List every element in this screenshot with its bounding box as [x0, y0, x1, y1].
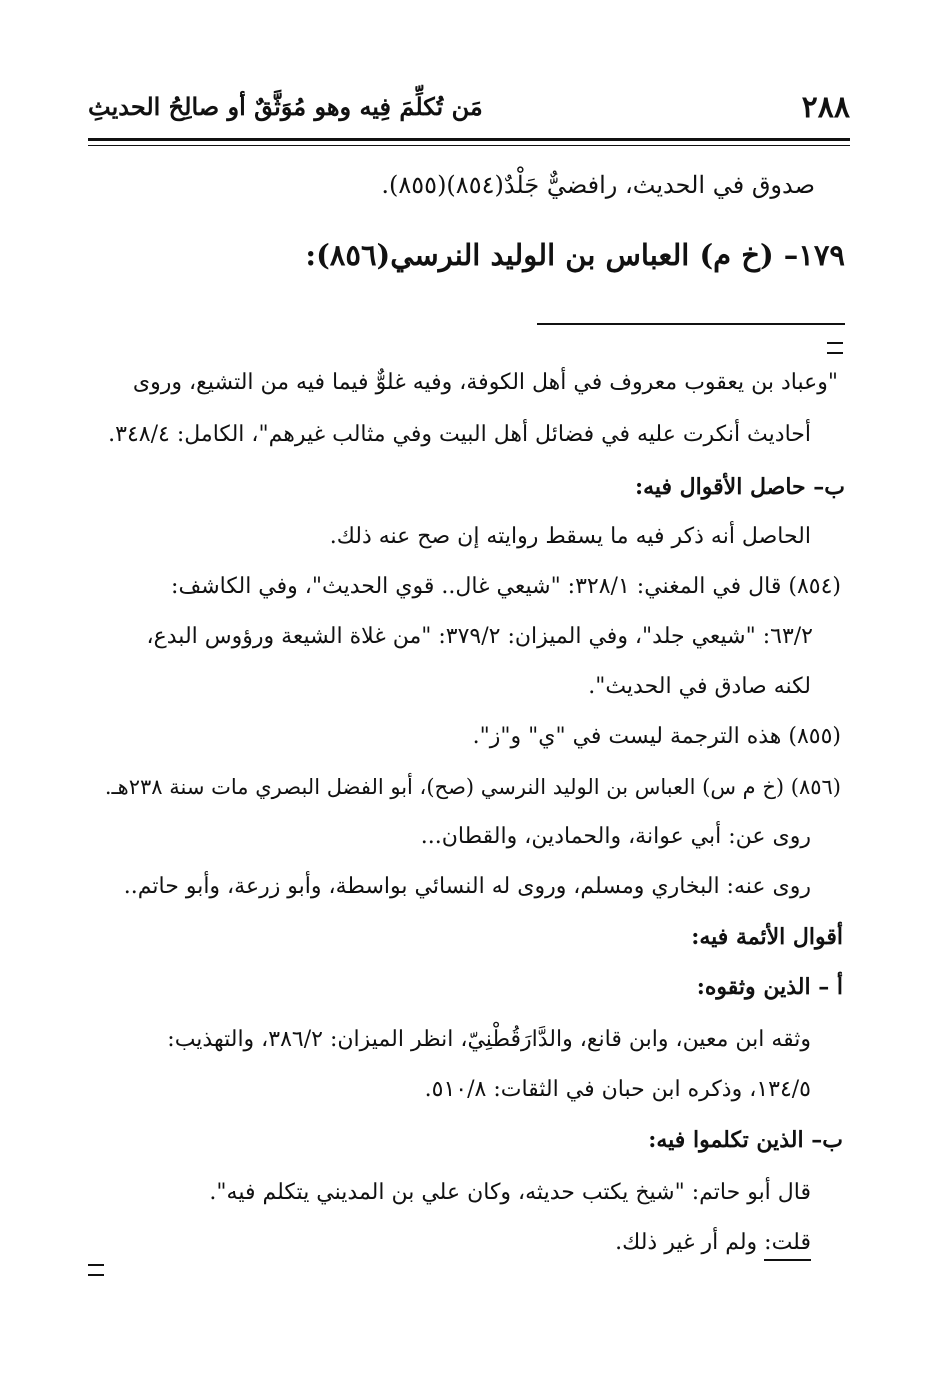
end-mark — [88, 1264, 104, 1276]
footnote-line: قال أبو حاتم: "شيخ يكتب حديثه، وكان علي بن المديني يتكلم فيه". — [209, 1180, 811, 1205]
section-heading: ب– حاصل الأقوال فيه: — [634, 474, 845, 500]
text-line: صدوق في الحديث، رافضيٌّ جَلْدٌ(٨٥٤)(٨٥٥). — [381, 171, 815, 199]
section-heading: أ – الذين وثقوه: — [696, 974, 843, 1000]
footnote-line: أحاديث أنكرت عليه في فضائل أهل البيت وفي مثالب غيرهم"، الكامل: ٣٤٨/٤. — [108, 422, 811, 447]
footnote-line: ١٣٤/٥، وذكره ابن حبان في الثقات: ٥١٠/٨. — [424, 1077, 811, 1102]
footnote-separator — [537, 323, 845, 325]
footnote-line: الحاصل أنه ذكر فيه ما يسقط روايته إن صح عنه ذلك. — [329, 524, 811, 549]
footnote-line: "وعباد بن يعقوب معروف في أهل الكوفة، وفيه غلوٌّ فيما فيه من التشيع، وروى — [132, 370, 838, 395]
footnote-line: (٨٥٤) قال في المغني: ٣٢٨/١: "شيعي غال.. قوي الحديث"، وفي الكاشف: — [171, 574, 841, 599]
footnote-line: روى عنه: البخاري ومسلم، وروى له النسائي بواسطة، وأبو زرعة، وأبو حاتم.. — [123, 874, 811, 899]
last-line-text: ولم أر غير ذلك. — [615, 1230, 765, 1255]
footnote-line-last — [615, 1228, 811, 1258]
footnote-line: وثقه ابن معين، وابن قانع، والدَّارَقُطْنِيّ، انظر الميزان: ٣٨٦/٢، والتهذيب: — [167, 1027, 811, 1052]
header-rule-thick — [88, 138, 850, 141]
page-number: ٢٨٨ — [801, 90, 850, 125]
continuation-mark — [827, 342, 843, 354]
section-heading: أقوال الأئمة فيه: — [691, 924, 843, 950]
section-heading: ب– الذين تكلموا فيه: — [648, 1127, 843, 1153]
footnote-line: لكنه صادق في الحديث". — [588, 674, 811, 699]
entry-title: ١٧٩– (خ م) العباس بن الوليد النرسي(٨٥٦): — [305, 238, 845, 272]
footnote-line: روى عن: أبي عوانة، والحمادين، والقطان... — [420, 824, 811, 849]
footnote-line: ٦٣/٢: "شيعي جلد"، وفي الميزان: ٣٧٩/٢: "من غلاة الشيعة ورؤوس البدع، — [146, 624, 813, 649]
page-header — [88, 84, 850, 134]
header-rule-thin — [88, 145, 850, 146]
footnote-line: (٨٥٦) (خ م س) العباس بن الوليد النرسي (صح)، أبو الفضل البصري مات سنة ٢٣٨هـ. — [104, 775, 841, 799]
qultu-label: قلت: — [764, 1230, 811, 1261]
footnote-line: (٨٥٥) هذه الترجمة ليست في "ي" و"ز". — [472, 724, 841, 749]
running-title: مَن تُكلِّمَ فِيه وهو مُوَثَّقٌ أو صالِحُ الحديثِ — [88, 92, 483, 121]
